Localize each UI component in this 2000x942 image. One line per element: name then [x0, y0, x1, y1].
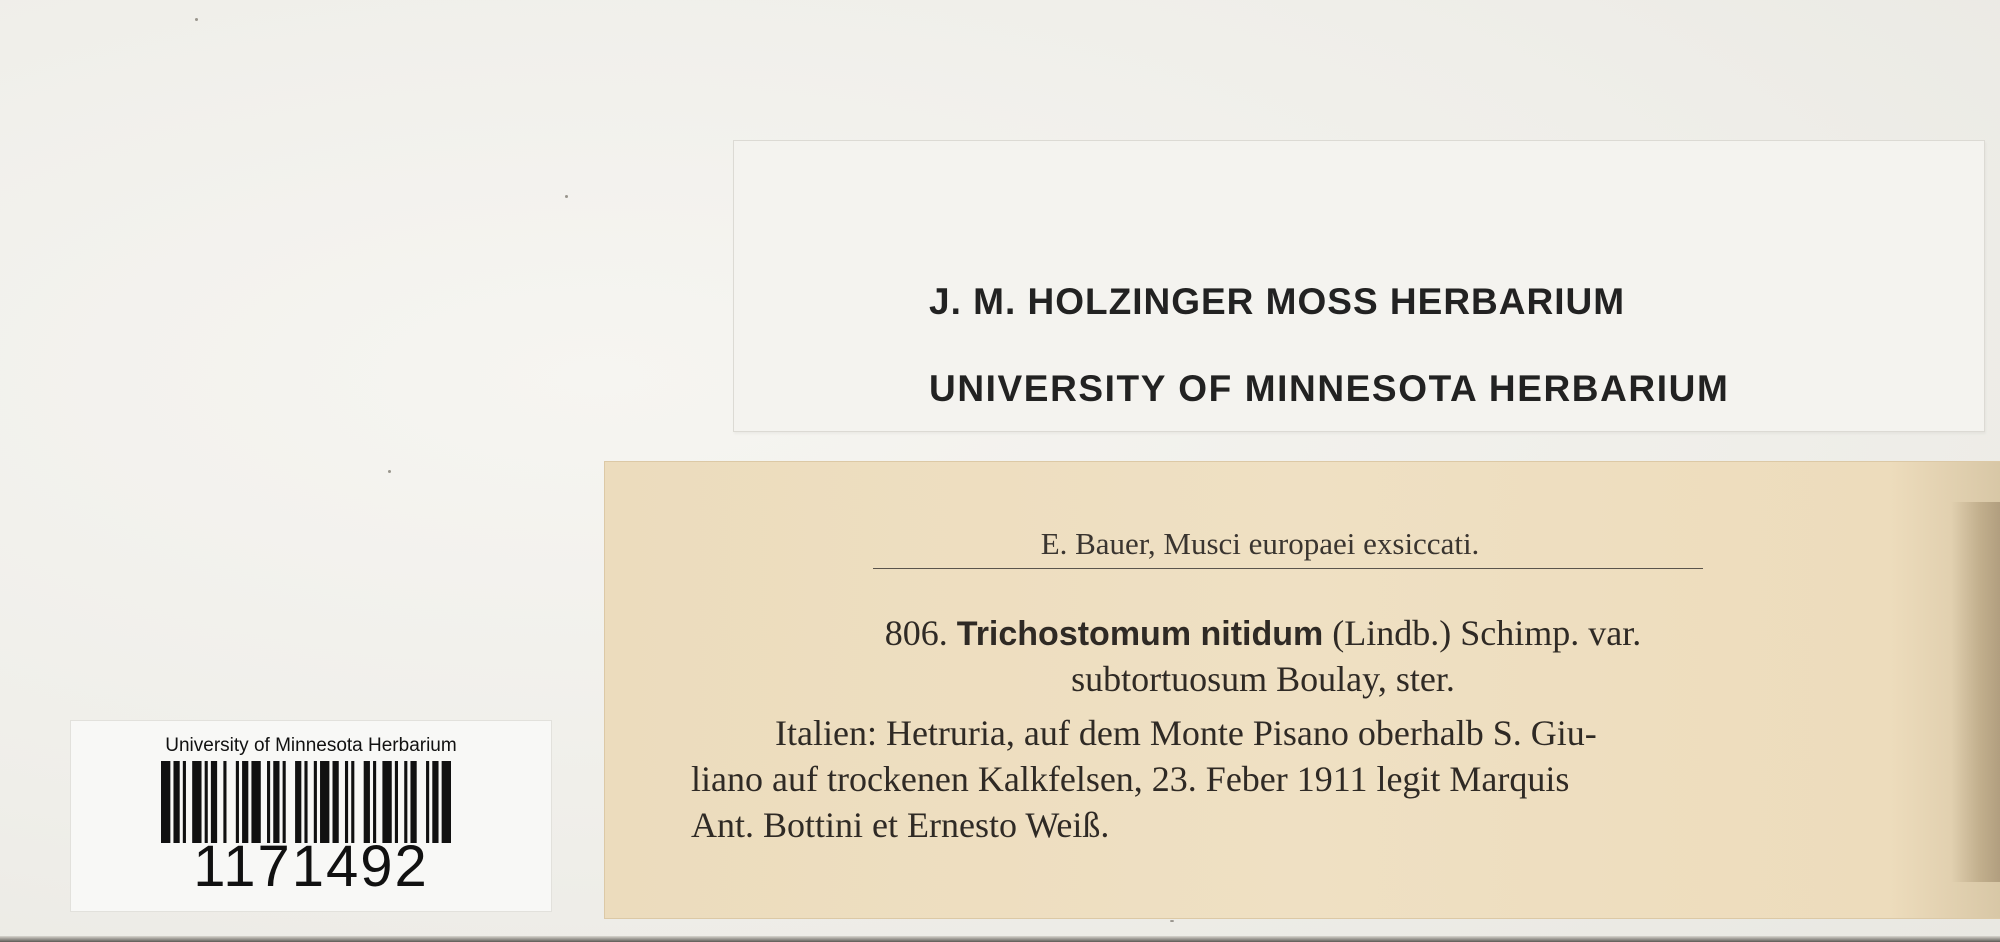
species-name: Trichostomum nitidum	[956, 615, 1324, 653]
sheet-bottom-edge	[0, 936, 2000, 942]
barcode-bar	[161, 761, 170, 843]
barcode-bar	[192, 761, 201, 843]
exsiccata-series: E. Bauer, Musci europaei exsiccati.	[1040, 526, 1480, 561]
barcode-bar	[345, 761, 348, 843]
barcode-bars	[161, 761, 451, 843]
barcode-bar	[314, 761, 317, 843]
barcode-bar	[183, 761, 186, 843]
barcode-bar	[267, 761, 270, 843]
herbarium-label-line2: UNIVERSITY OF MINNESOTA HERBARIUM	[929, 368, 1730, 409]
barcode-bar	[223, 761, 226, 843]
locality-line-2: liano auf trockenen Kalkfelsen, 23. Feber 1911 legit Marquis	[691, 759, 1570, 799]
paper-speck	[1170, 920, 1174, 922]
barcode-bar	[211, 761, 217, 843]
barcode-bar	[236, 761, 239, 843]
exsiccata-label	[604, 461, 2000, 919]
series-divider	[873, 568, 1703, 569]
variety-line: subtortuosum Boulay, ster.	[1071, 659, 1455, 699]
species-line	[565, 612, 1961, 654]
barcode-bar	[382, 761, 391, 843]
barcode-bar	[251, 761, 260, 843]
paper-speck	[195, 18, 198, 21]
exsiccata-number: 806.	[884, 613, 948, 653]
barcode-label	[70, 720, 552, 912]
barcode-bar	[295, 761, 301, 843]
barcode-bar	[205, 761, 208, 843]
barcode-bar	[304, 761, 307, 843]
barcode-title: University of Minnesota Herbarium	[165, 735, 457, 756]
locality-line-1: Italien: Hetruria, auf dem Monte Pisano oberhalb S. Giu-	[775, 713, 1597, 753]
barcode-bar	[432, 761, 438, 843]
paper-speck	[388, 470, 391, 473]
barcode-bar	[173, 761, 179, 843]
barcode-bar	[404, 761, 407, 843]
barcode-bar	[395, 761, 398, 843]
barcode-bar	[442, 761, 451, 843]
locality-line-3: Ant. Bottini et Ernesto Weiß.	[691, 805, 1110, 845]
paper-speck	[565, 195, 568, 198]
barcode-bar	[426, 761, 429, 843]
barcode-bar	[242, 761, 248, 843]
barcode-bar	[283, 761, 286, 843]
barcode-bar	[373, 761, 376, 843]
barcode-number: 1171492	[193, 834, 429, 899]
barcode-bar	[364, 761, 370, 843]
barcode-bar	[273, 761, 279, 843]
species-authority: (Lindb.) Schimp. var.	[1332, 613, 1642, 653]
barcode-bar	[333, 761, 339, 843]
herbarium-label	[733, 140, 1985, 432]
barcode-bar	[410, 761, 416, 843]
barcode-bar	[320, 761, 329, 843]
barcode-bar	[351, 761, 354, 843]
herbarium-label-line1: J. M. HOLZINGER MOSS HERBARIUM	[929, 281, 1626, 322]
